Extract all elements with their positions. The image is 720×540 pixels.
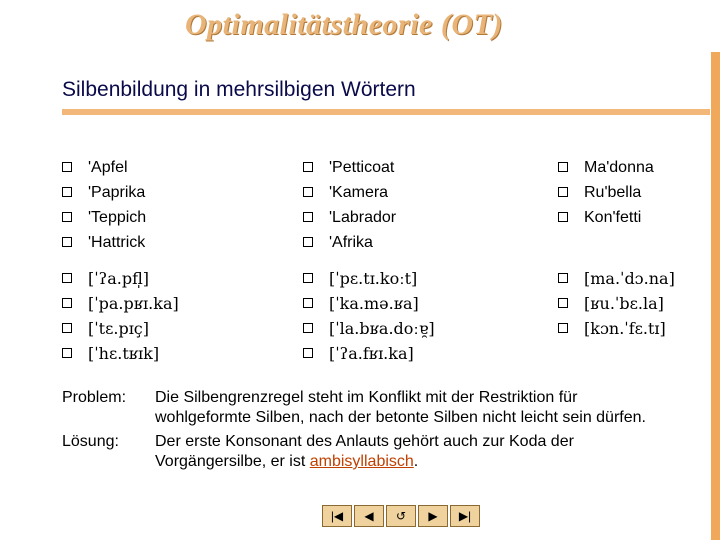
ipa-column-3 <box>558 266 708 341</box>
solution-text-end: . <box>413 453 419 470</box>
list-item <box>62 205 146 230</box>
solution-label: Lösung: <box>62 433 119 450</box>
square-bullet-icon <box>62 348 72 358</box>
return-arrow-icon: ↺ <box>395 509 407 523</box>
square-bullet-icon <box>558 187 568 197</box>
next-slide-button[interactable] <box>418 505 448 527</box>
square-bullet-icon <box>62 273 72 283</box>
word: 'Paprika <box>88 184 146 201</box>
list-item <box>62 180 146 205</box>
solution-text <box>155 432 662 472</box>
list-item <box>303 155 396 180</box>
word: 'Labrador <box>329 209 397 226</box>
word: Ma'donna <box>584 159 654 176</box>
square-bullet-icon <box>62 212 72 222</box>
list-item <box>303 205 396 230</box>
problem-solution-block <box>62 388 662 472</box>
square-bullet-icon <box>303 323 313 333</box>
list-item <box>558 155 654 180</box>
square-bullet-icon <box>303 348 313 358</box>
ipa-transcription: [ˈʔa.fʁɪ.ka] <box>329 344 414 363</box>
ipa-transcription: [ˈpa.pʁɪ.ka] <box>88 294 179 313</box>
ipa-transcription: [ʁu.ˈbɛ.la] <box>584 294 664 313</box>
problem-label: Problem: <box>62 389 127 406</box>
list-item <box>62 155 146 180</box>
list-item <box>62 316 262 341</box>
list-item <box>62 291 262 316</box>
solution-text-main: Der erste Konsonant des Anlauts gehört auch zur Koda der Vorgängersilbe, er ist <box>155 433 574 470</box>
first-slide-button[interactable] <box>322 505 352 527</box>
title-underline <box>62 109 710 115</box>
word: 'Petticoat <box>329 159 395 176</box>
skip-forward-icon: ▶| <box>458 509 472 523</box>
list-item <box>303 180 396 205</box>
ipa-column-1 <box>62 266 262 366</box>
word: 'Kamera <box>329 184 389 201</box>
square-bullet-icon <box>62 298 72 308</box>
square-bullet-icon <box>62 187 72 197</box>
solution-row <box>62 432 662 472</box>
word: 'Hattrick <box>88 234 146 251</box>
arrow-right-icon: ▶ <box>428 509 438 523</box>
list-item <box>558 180 654 205</box>
slide-title: Silbenbildung in mehrsilbigen Wörtern <box>62 78 416 101</box>
square-bullet-icon <box>558 323 568 333</box>
square-bullet-icon <box>558 273 568 283</box>
ipa-column-2 <box>303 266 513 366</box>
return-button[interactable] <box>386 505 416 527</box>
slide-navigation <box>322 505 480 527</box>
ipa-transcription: [ˈtɛ.pɪç] <box>88 319 150 338</box>
word: 'Teppich <box>88 209 147 226</box>
ipa-transcription: [kɔn.ˈfɛ.tɪ] <box>584 319 666 338</box>
square-bullet-icon <box>303 212 313 222</box>
list-item <box>558 266 708 291</box>
word: 'Afrika <box>329 234 373 251</box>
last-slide-button[interactable] <box>450 505 480 527</box>
word-column-1 <box>62 155 146 255</box>
square-bullet-icon <box>62 323 72 333</box>
word: Kon'fetti <box>584 209 642 226</box>
list-item <box>558 205 654 230</box>
word: Ru'bella <box>584 184 642 201</box>
square-bullet-icon <box>303 162 313 172</box>
word-column-3 <box>558 155 654 230</box>
header-band <box>0 0 720 52</box>
list-item <box>62 266 262 291</box>
ipa-transcription: [ˈʔa.pfl̩] <box>88 269 149 288</box>
ipa-transcription: [ˈka.mə.ʁa] <box>329 294 419 313</box>
list-item <box>558 316 708 341</box>
ambisyllabisch-link[interactable]: ambisyllabisch <box>309 453 414 470</box>
ipa-transcription: [ˈhɛ.tʁɪk] <box>88 344 160 363</box>
problem-text: Die Silbengrenzregel steht im Konflikt mit der Restriktion für wohlgeformte Silben, nach der betonte Silben nicht leicht sein dürfen. <box>155 389 646 426</box>
skip-back-icon: |◀ <box>330 509 344 523</box>
square-bullet-icon <box>558 162 568 172</box>
list-item <box>303 266 513 291</box>
previous-slide-button[interactable] <box>354 505 384 527</box>
word: 'Apfel <box>88 159 128 176</box>
square-bullet-icon <box>303 187 313 197</box>
list-item <box>303 230 396 255</box>
word-column-2 <box>303 155 396 255</box>
list-item <box>303 316 513 341</box>
list-item <box>303 341 513 366</box>
arrow-left-icon: ◀ <box>364 509 374 523</box>
square-bullet-icon <box>558 212 568 222</box>
problem-row <box>62 388 662 428</box>
list-item <box>62 230 146 255</box>
ipa-transcription: [ˈpɛ.tɪ.koːt] <box>329 269 418 288</box>
square-bullet-icon <box>303 273 313 283</box>
square-bullet-icon <box>303 298 313 308</box>
list-item <box>303 291 513 316</box>
square-bullet-icon <box>558 298 568 308</box>
right-accent-bar <box>711 52 720 540</box>
list-item <box>62 341 262 366</box>
square-bullet-icon <box>303 237 313 247</box>
ipa-transcription: [ma.ˈdɔ.na] <box>584 269 675 288</box>
logo: Optimalitätstheorie (OT) <box>185 8 503 41</box>
ipa-transcription: [ˈla.bʁa.doːɐ̯] <box>329 319 435 338</box>
square-bullet-icon <box>62 162 72 172</box>
square-bullet-icon <box>62 237 72 247</box>
list-item <box>558 291 708 316</box>
